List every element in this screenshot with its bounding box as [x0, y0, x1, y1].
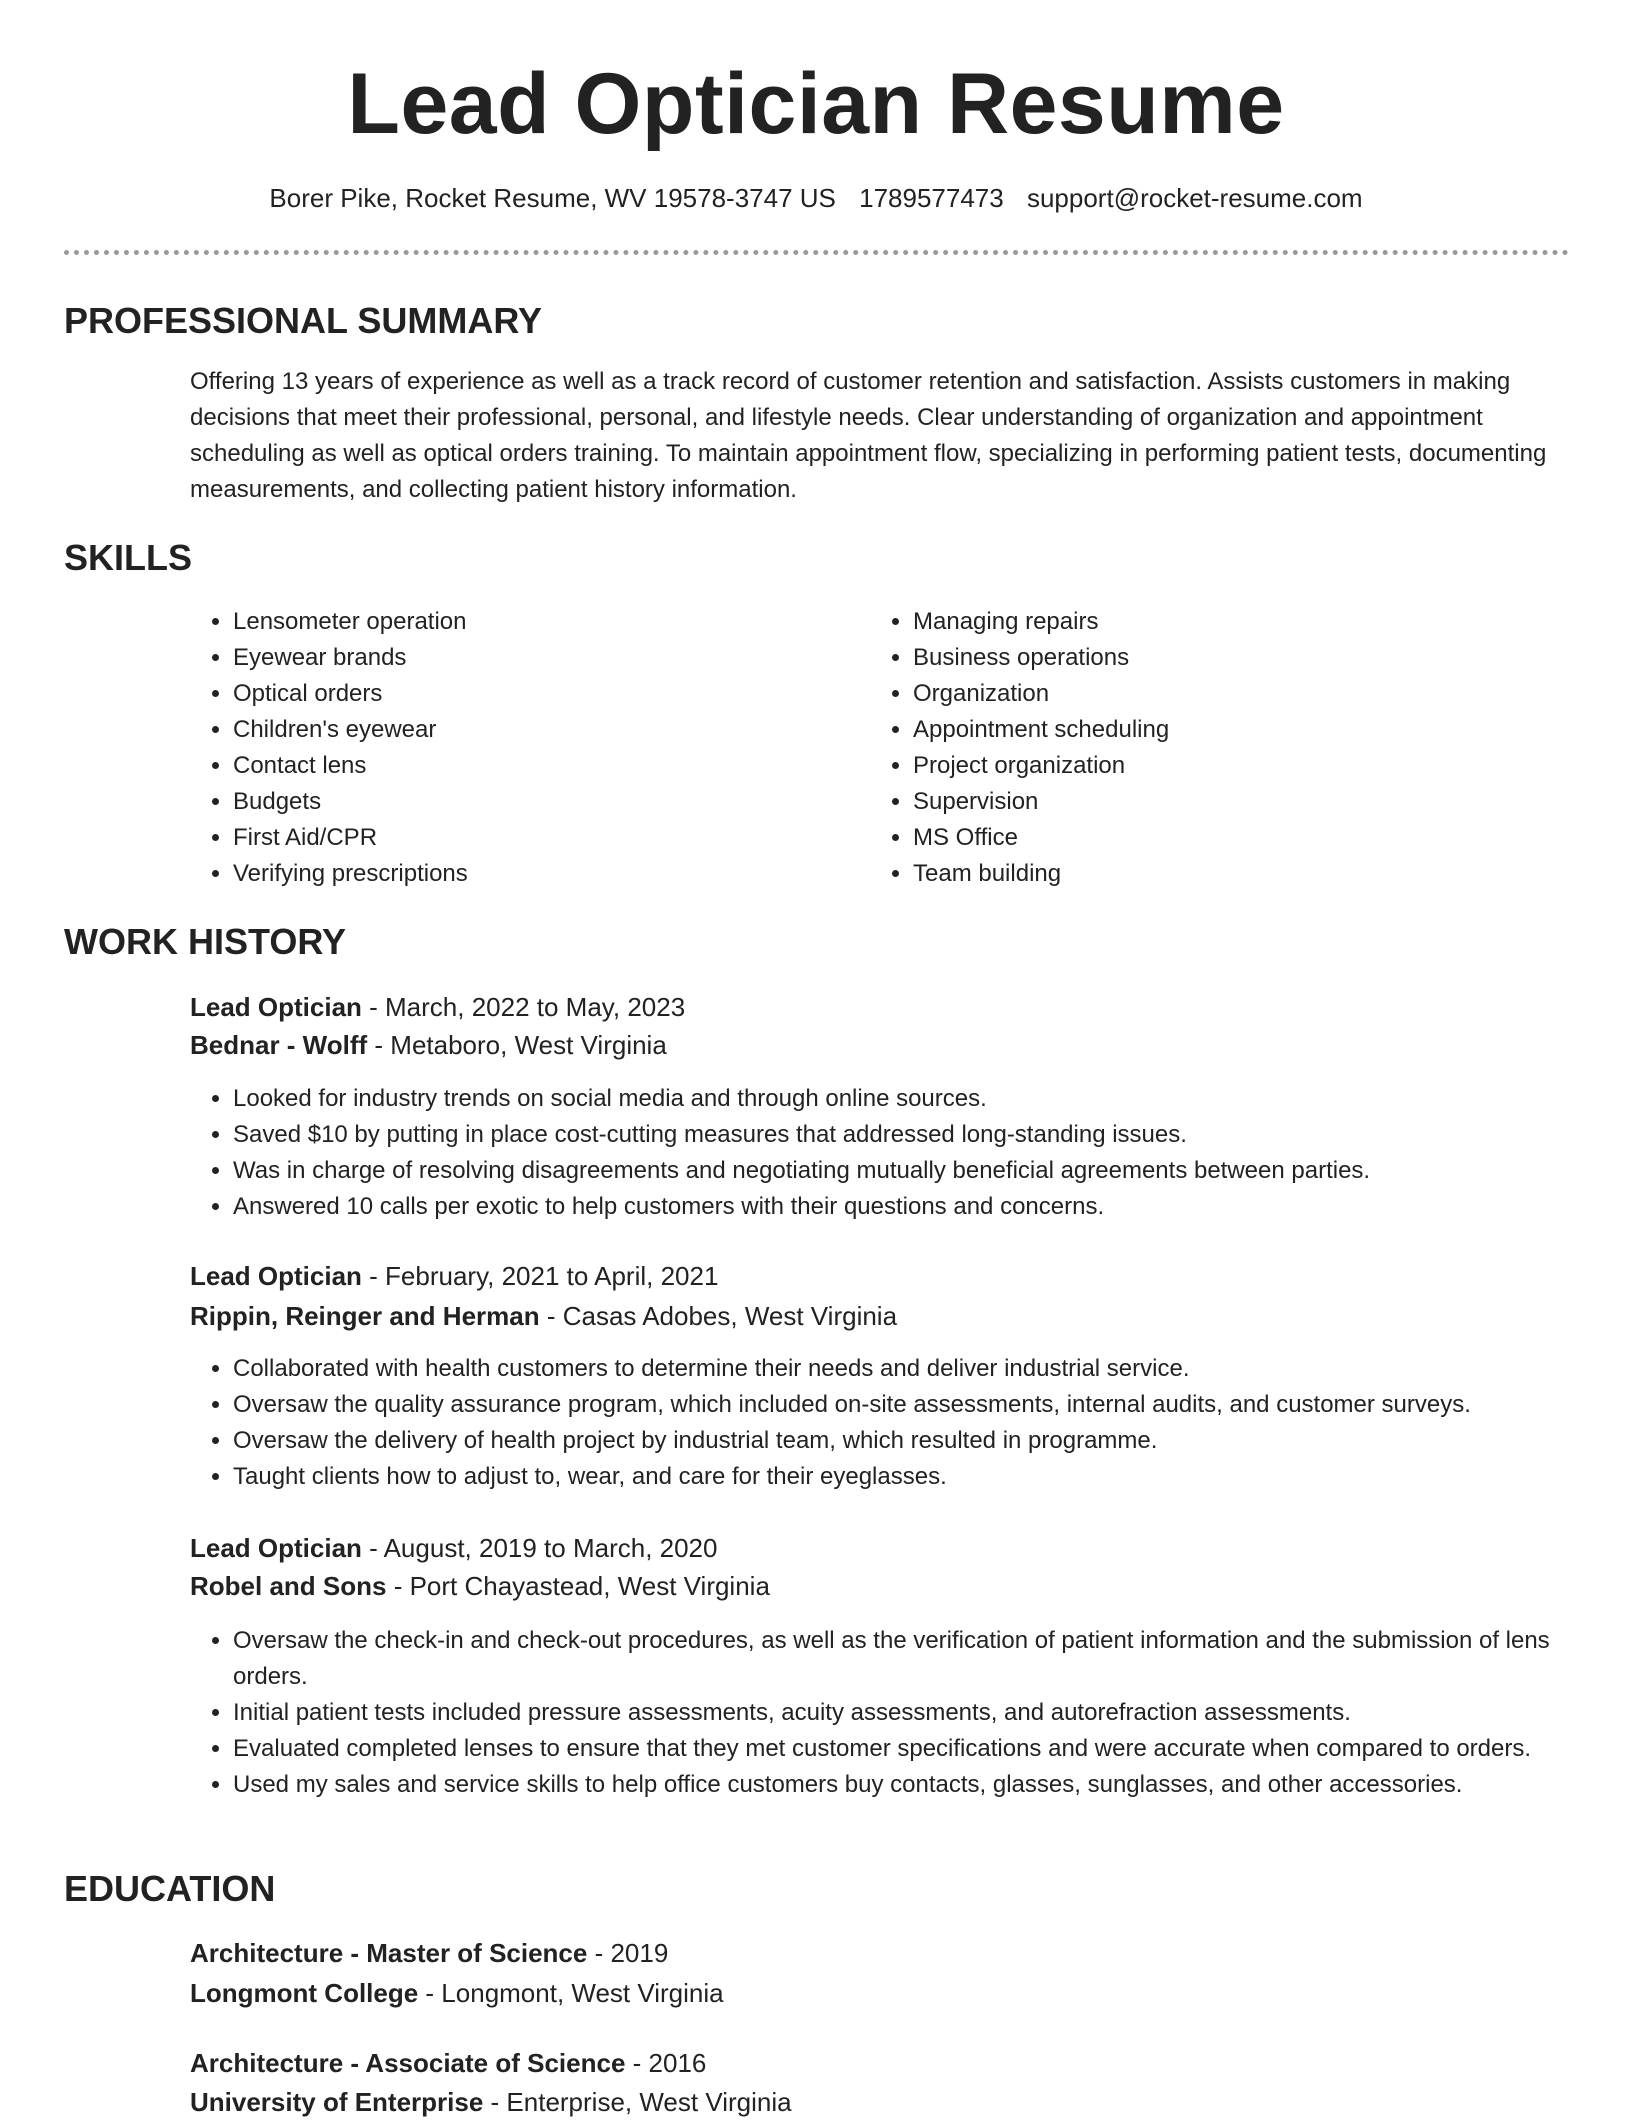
- skill-item: • Children's eyewear: [233, 712, 853, 748]
- contact-address: Borer Pike, Rocket Resume, WV 19578-3747 US: [269, 183, 836, 213]
- skill-item: • Optical orders: [233, 676, 853, 712]
- contact-email: support@rocket-resume.com: [1026, 183, 1363, 213]
- job-location: - Metaboro, West Virginia: [367, 1030, 667, 1060]
- job-dates: - March, 2022 to May, 2023: [361, 992, 686, 1022]
- job-dates: - August, 2019 to March, 2020: [361, 1533, 718, 1563]
- section-title-skills: SKILLS: [64, 537, 193, 578]
- section-title-summary: PROFESSIONAL SUMMARY: [64, 300, 543, 341]
- job-duty: • Oversaw the quality assurance program, which included on-site assessments, internal audits, and customer surveys.: [233, 1387, 1613, 1423]
- header-divider: [64, 250, 1569, 255]
- job-duty: • Initial patient tests included pressure assessments, acuity assessments, and autorefraction assessments.: [233, 1695, 1613, 1731]
- job-location: - Port Chayastead, West Virginia: [386, 1571, 770, 1601]
- skill-item: • Business operations: [913, 640, 1533, 676]
- skill-item: • Lensometer operation: [233, 604, 853, 640]
- skills-list-right: [870, 604, 1533, 892]
- skill-item: • Team building: [913, 856, 1533, 892]
- skill-item: • Contact lens: [233, 748, 853, 784]
- education-location: - Enterprise, West Virginia: [483, 2087, 792, 2117]
- education-school: University of Enterprise: [190, 2087, 484, 2117]
- job-duty: • Oversaw the delivery of health project by industrial team, which resulted in programme.: [233, 1423, 1613, 1459]
- skill-item: • Organization: [913, 676, 1533, 712]
- job-location: - Casas Adobes, West Virginia: [539, 1301, 898, 1331]
- skill-item: • First Aid/CPR: [233, 820, 853, 856]
- job-duty: • Collaborated with health customers to determine their needs and deliver industrial service.: [233, 1351, 1613, 1387]
- job-company: Bednar - Wolff: [190, 1030, 368, 1060]
- skill-item: • Verifying prescriptions: [233, 856, 853, 892]
- education-year: - 2016: [625, 2048, 707, 2078]
- skills-list-left: [190, 604, 853, 892]
- job-company-line: [190, 1027, 667, 1063]
- education-location: - Longmont, West Virginia: [418, 1978, 724, 2008]
- education-school-line: [190, 1975, 724, 2011]
- job-company-line: [190, 1298, 897, 1334]
- skill-item: • MS Office: [913, 820, 1533, 856]
- job-duty: • Used my sales and service skills to help office customers buy contacts, glasses, sunglasses, and other accessories.: [233, 1767, 1613, 1803]
- job-duties: [190, 1623, 1613, 1803]
- skill-item: • Appointment scheduling: [913, 712, 1533, 748]
- job-duties: [190, 1351, 1613, 1495]
- job-duty: • Oversaw the check-in and check-out procedures, as well as the verification of patient information and the submission of lens orders.: [233, 1623, 1613, 1695]
- section-title-education: EDUCATION: [64, 1868, 276, 1909]
- section-title-work-history: WORK HISTORY: [64, 921, 347, 962]
- job-duties: [190, 1081, 1613, 1225]
- education-degree: Architecture - Associate of Science: [190, 2048, 626, 2078]
- education-degree-line: [190, 1935, 668, 1971]
- job-title: Lead Optician: [190, 1533, 362, 1563]
- job-duty: • Taught clients how to adjust to, wear, and care for their eyeglasses.: [233, 1459, 1613, 1495]
- job-title: Lead Optician: [190, 1261, 362, 1291]
- job-title: Lead Optician: [190, 992, 362, 1022]
- skill-item: • Eyewear brands: [233, 640, 853, 676]
- job-duty: • Answered 10 calls per exotic to help customers with their questions and concerns.: [233, 1189, 1613, 1225]
- job-duty: • Looked for industry trends on social media and through online sources.: [233, 1081, 1613, 1117]
- job-company: Rippin, Reinger and Herman: [190, 1301, 540, 1331]
- education-year: - 2019: [587, 1938, 669, 1968]
- job-dates: - February, 2021 to April, 2021: [361, 1261, 719, 1291]
- education-degree: Architecture - Master of Science: [190, 1938, 588, 1968]
- education-school-line: [190, 2084, 792, 2120]
- skill-item: • Managing repairs: [913, 604, 1533, 640]
- job-duty: • Was in charge of resolving disagreements and negotiating mutually beneficial agreements between parties.: [233, 1153, 1613, 1189]
- skill-item: • Budgets: [233, 784, 853, 820]
- summary-text: Offering 13 years of experience as well as a track record of customer retention and satisfaction. Assists customers in making decisions that meet their professional, personal, and lifestyle needs. Clear understanding of organization and appointment scheduling as well as optical orders training. To maintain appointment flow, specializing in performing patient tests, documenting measurements, and collecting patient history information.: [190, 368, 1547, 503]
- job-duty: • Evaluated completed lenses to ensure that they met customer specifications and were accurate when compared to orders.: [233, 1731, 1613, 1767]
- contact-phone: 1789577473: [859, 183, 1004, 213]
- education-school: Longmont College: [190, 1978, 419, 2008]
- job-company: Robel and Sons: [190, 1571, 387, 1601]
- education-degree-line: [190, 2045, 706, 2081]
- skill-item: • Project organization: [913, 748, 1533, 784]
- job-title-line: [190, 989, 685, 1025]
- job-title-line: [190, 1258, 718, 1294]
- job-duty: • Saved $10 by putting in place cost-cutting measures that addressed long-standing issues.: [233, 1117, 1613, 1153]
- resume-title: Lead Optician Resume: [347, 56, 1285, 152]
- job-company-line: [190, 1568, 770, 1604]
- contact-line: [0, 180, 1632, 216]
- job-title-line: [190, 1530, 717, 1566]
- skill-item: • Supervision: [913, 784, 1533, 820]
